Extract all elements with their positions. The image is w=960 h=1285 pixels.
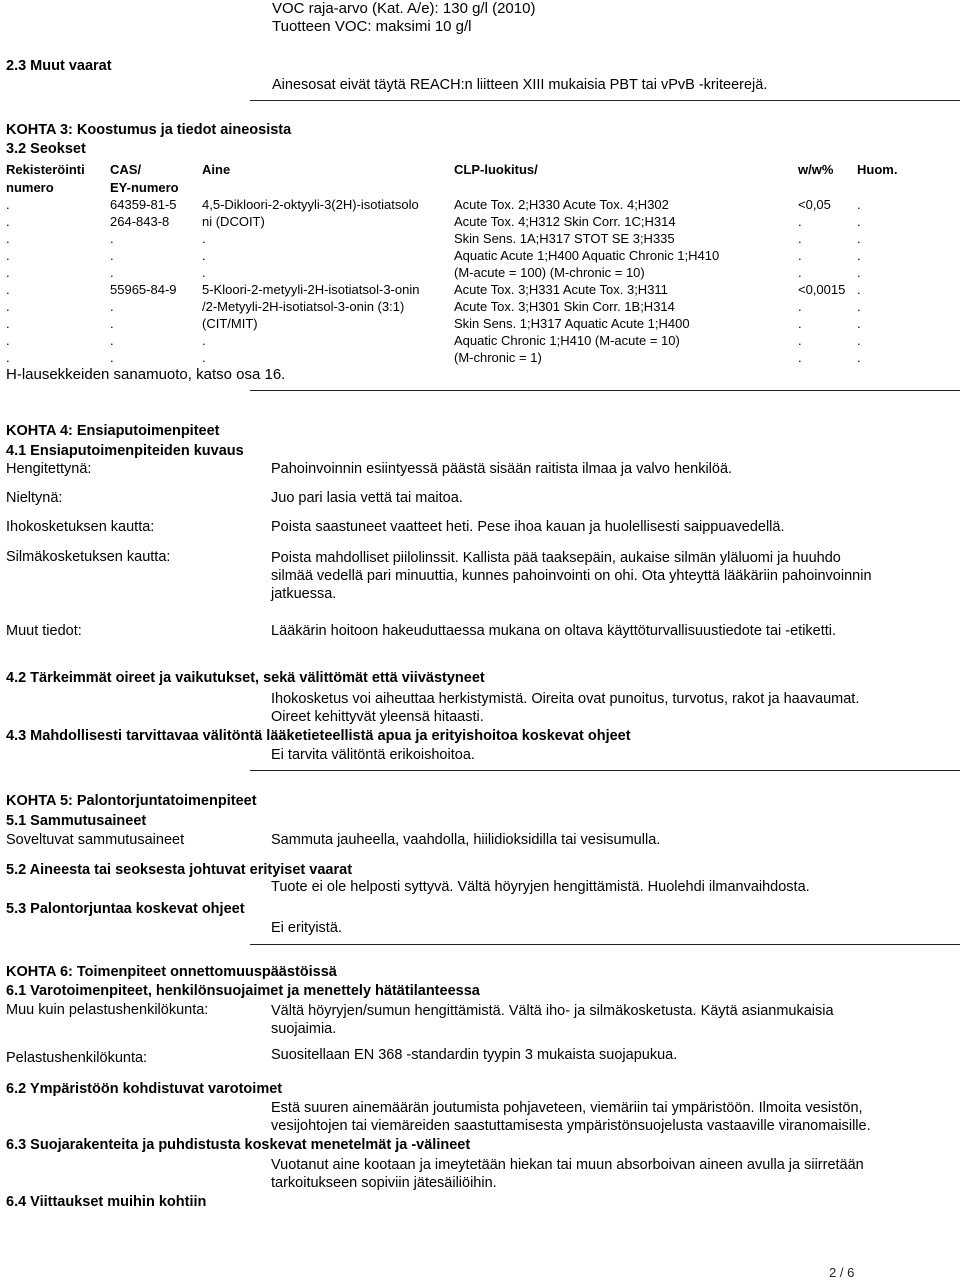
section-4-2-text-2: Oireet kehittyvät yleensä hitaasti.: [271, 709, 484, 725]
section-5-1-title: 5.1 Sammutusaineet: [6, 813, 147, 829]
table-cell-clp: Aquatic Chronic 1;H410 (M-acute = 10): [454, 333, 680, 348]
table-cell-aine: 4,5-Dikloori-2-oktyyli-3(2H)-isotiatsolo: [202, 197, 419, 212]
table-cell-aine: .: [202, 248, 206, 263]
section-5-3-title: 5.3 Palontorjuntaa koskevat ohjeet: [6, 901, 245, 917]
table-cell-reg: .: [6, 299, 10, 314]
col-header-reg: Rekisteröinti: [6, 162, 85, 177]
section-6-3-title: 6.3 Suojarakenteita ja puhdistusta koskevat menetelmät ja -välineet: [6, 1137, 471, 1153]
table-cell-reg: .: [6, 231, 10, 246]
soveltuvat-label: Soveltuvat sammutusaineet: [6, 832, 185, 848]
h-phrases-note: H-lausekkeiden sanamuoto, katso osa 16.: [6, 366, 286, 383]
table-cell-reg: .: [6, 248, 10, 263]
section-4-3-text: Ei tarvita välitöntä erikoishoitoa.: [271, 747, 475, 763]
divider: [250, 944, 960, 945]
table-cell-clp: Acute Tox. 3;H331 Acute Tox. 3;H311: [454, 282, 668, 297]
table-cell-cas: .: [110, 299, 114, 314]
table-cell-aine: (CIT/MIT): [202, 316, 258, 331]
table-cell-clp: Acute Tox. 4;H312 Skin Corr. 1C;H314: [454, 214, 676, 229]
table-cell-ww: .: [798, 214, 802, 229]
section-4-1-title: 4.1 Ensiaputoimenpiteiden kuvaus: [6, 443, 244, 459]
section-6-2-title: 6.2 Ympäristöön kohdistuvat varotoimet: [6, 1081, 283, 1097]
table-cell-clp: Skin Sens. 1;H317 Aquatic Acute 1;H400: [454, 316, 690, 331]
section-2-3-text: Ainesosat eivät täytä REACH:n liitteen XIII mukaisia PBT tai vPvB -kriteerejä.: [272, 77, 768, 93]
table-cell-huom: .: [857, 282, 861, 297]
divider: [250, 100, 960, 101]
section-3-2-title: 3.2 Seokset: [6, 141, 86, 157]
silma-label: Silmäkosketuksen kautta:: [6, 549, 171, 565]
table-cell-cas: 64359-81-5: [110, 197, 177, 212]
col-header-clp: CLP-luokitus/: [454, 162, 538, 177]
muu-kuin-text-2: suojaimia.: [271, 1021, 337, 1037]
table-cell-ww: .: [798, 333, 802, 348]
table-cell-reg: .: [6, 197, 10, 212]
muu-kuin-text-1: Vältä höyryjen/sumun hengittämistä. Vältä iho- ja silmäkosketusta. Käytä asianmukaisia: [271, 1003, 834, 1019]
voc-limit-text: VOC raja-arvo (Kat. A/e): 130 g/l (2010): [272, 0, 536, 17]
table-cell-clp: (M-acute = 100) (M-chronic = 10): [454, 265, 645, 280]
section-5-2-title: 5.2 Aineesta tai seoksesta johtuvat erityiset vaarat: [6, 862, 353, 878]
table-cell-huom: .: [857, 333, 861, 348]
table-cell-ww: .: [798, 316, 802, 331]
table-cell-cas: .: [110, 231, 114, 246]
section-4-2-text-1: Ihokosketus voi aiheuttaa herkistymistä. Oireita ovat punoitus, turvotus, rakot ja haavaumat.: [271, 691, 860, 707]
soveltuvat-text: Sammuta jauheella, vaahdolla, hiilidioksidilla tai vesisumulla.: [271, 832, 661, 848]
table-cell-huom: .: [857, 299, 861, 314]
nieltyna-text: Juo pari lasia vettä tai maitoa.: [271, 490, 463, 506]
table-cell-ww: .: [798, 299, 802, 314]
table-cell-clp: Acute Tox. 3;H301 Skin Corr. 1B;H314: [454, 299, 675, 314]
section-6-3-text-1: Vuotanut aine kootaan ja imeytetään hiekan tai muun absorboivan aineen avulla ja siirretään: [271, 1157, 864, 1173]
table-cell-cas: 55965-84-9: [110, 282, 177, 297]
table-cell-huom: .: [857, 316, 861, 331]
iho-text: Poista saastuneet vaatteet heti. Pese ihoa kauan ja huolellisesti saippuavedellä.: [271, 519, 785, 535]
table-cell-cas: .: [110, 316, 114, 331]
muut-text: Lääkärin hoitoon hakeuduttaessa mukana on oltava käyttöturvallisuustiedote tai -etiketti.: [271, 623, 837, 639]
table-cell-huom: .: [857, 197, 861, 212]
table-cell-clp: Aquatic Acute 1;H400 Aquatic Chronic 1;H410: [454, 248, 720, 263]
table-cell-reg: .: [6, 316, 10, 331]
table-cell-aine: .: [202, 265, 206, 280]
table-cell-ww: .: [798, 248, 802, 263]
table-cell-ww: .: [798, 231, 802, 246]
silma-text-1: Poista mahdolliset piilolinssit. Kallista pää taaksepäin, aukaise silmän yläluomi ja huuhdo: [271, 550, 841, 566]
table-cell-aine: .: [202, 350, 206, 365]
col-header-huom: Huom.: [857, 162, 898, 177]
table-cell-ww: .: [798, 350, 802, 365]
section-2-3-title: 2.3 Muut vaarat: [6, 58, 112, 74]
section-4-3-title: 4.3 Mahdollisesti tarvittavaa välitöntä lääketieteellistä apua ja erityishoitoa koskevat ohjeet: [6, 728, 631, 744]
table-cell-huom: .: [857, 231, 861, 246]
table-cell-huom: .: [857, 350, 861, 365]
nieltyna-label: Nieltynä:: [6, 490, 63, 506]
section-6-3-text-2: tarkoitukseen sopiviin jätesäiliöihin.: [271, 1175, 497, 1191]
col-header-ww: w/w%: [798, 162, 834, 177]
muut-label: Muut tiedot:: [6, 623, 82, 639]
section-6-4-title: 6.4 Viittaukset muihin kohtiin: [6, 1194, 207, 1210]
silma-text-2: silmää vedellä pari minuuttia, kunnes pahoinvointi on ohi. Ota yhteyttä lääkäriin pahoinvoinnin: [271, 568, 872, 584]
pelastus-label: Pelastushenkilökunta:: [6, 1050, 148, 1066]
page-number: 2 / 6: [829, 1265, 855, 1280]
section-5-3-text: Ei erityistä.: [271, 920, 342, 936]
table-cell-reg: .: [6, 265, 10, 280]
table-cell-huom: .: [857, 265, 861, 280]
table-cell-cas: .: [110, 350, 114, 365]
section-6-1-title: 6.1 Varotoimenpiteet, henkilönsuojaimet ja menettely hätätilanteessa: [6, 983, 480, 999]
table-cell-aine: ni (DCOIT): [202, 214, 265, 229]
table-cell-aine: .: [202, 333, 206, 348]
kohta-4-title: KOHTA 4: Ensiaputoimenpiteet: [6, 423, 220, 439]
divider: [250, 390, 960, 391]
table-cell-huom: .: [857, 248, 861, 263]
table-cell-ww: .: [798, 265, 802, 280]
table-cell-cas: .: [110, 248, 114, 263]
kohta-3-title: KOHTA 3: Koostumus ja tiedot aineosista: [6, 122, 292, 138]
table-cell-ww: <0,0015: [798, 282, 846, 297]
section-6-2-text-1: Estä suuren ainemäärän joutumista pohjaveteen, viemäriin tai ympäristöön. Ilmoita vesistön,: [271, 1100, 863, 1116]
table-cell-reg: .: [6, 350, 10, 365]
iho-label: Ihokosketuksen kautta:: [6, 519, 155, 535]
table-cell-reg: .: [6, 282, 10, 297]
table-cell-clp: (M-chronic = 1): [454, 350, 542, 365]
section-4-2-title: 4.2 Tärkeimmät oireet ja vaikutukset, sekä välittömät että viivästyneet: [6, 670, 485, 686]
voc-product-text: Tuotteen VOC: maksimi 10 g/l: [272, 18, 472, 35]
table-cell-aine: /2-Metyyli-2H-isotiatsol-3-onin (3:1): [202, 299, 405, 314]
muu-kuin-label: Muu kuin pelastushenkilökunta:: [6, 1002, 209, 1018]
table-cell-cas: 264-843-8: [110, 214, 170, 229]
kohta-5-title: KOHTA 5: Palontorjuntatoimenpiteet: [6, 793, 257, 809]
table-cell-reg: .: [6, 214, 10, 229]
kohta-6-title: KOHTA 6: Toimenpiteet onnettomuuspäästöissä: [6, 964, 337, 980]
silma-text-3: jatkuessa.: [271, 586, 337, 602]
col-header-reg-2: numero: [6, 180, 54, 195]
table-cell-huom: .: [857, 214, 861, 229]
col-header-aine: Aine: [202, 162, 231, 177]
table-cell-cas: .: [110, 265, 114, 280]
divider: [250, 770, 960, 771]
col-header-cas: CAS/: [110, 162, 142, 177]
table-cell-cas: .: [110, 333, 114, 348]
table-cell-aine: .: [202, 231, 206, 246]
table-cell-clp: Skin Sens. 1A;H317 STOT SE 3;H335: [454, 231, 675, 246]
hengitettyna-label: Hengitettynä:: [6, 461, 92, 477]
table-cell-clp: Acute Tox. 2;H330 Acute Tox. 4;H302: [454, 197, 669, 212]
table-cell-reg: .: [6, 333, 10, 348]
pelastus-text: Suositellaan EN 368 -standardin tyypin 3 mukaista suojapukua.: [271, 1047, 678, 1063]
hengitettyna-text: Pahoinvoinnin esiintyessä päästä sisään raitista ilmaa ja valvo henkilöä.: [271, 461, 733, 477]
col-header-cas-2: EY-numero: [110, 180, 179, 195]
section-6-2-text-2: vesijohtojen tai viemäreiden saastuttamisesta ympäristönsuojelusta vastaaville viranomaisille.: [271, 1118, 871, 1134]
table-cell-ww: <0,05: [798, 197, 831, 212]
table-cell-aine: 5-Kloori-2-metyyli-2H-isotiatsol-3-onin: [202, 282, 420, 297]
section-5-2-text: Tuote ei ole helposti syttyvä. Vältä höyryjen hengittämistä. Huolehdi ilmanvaihdosta.: [271, 879, 810, 895]
